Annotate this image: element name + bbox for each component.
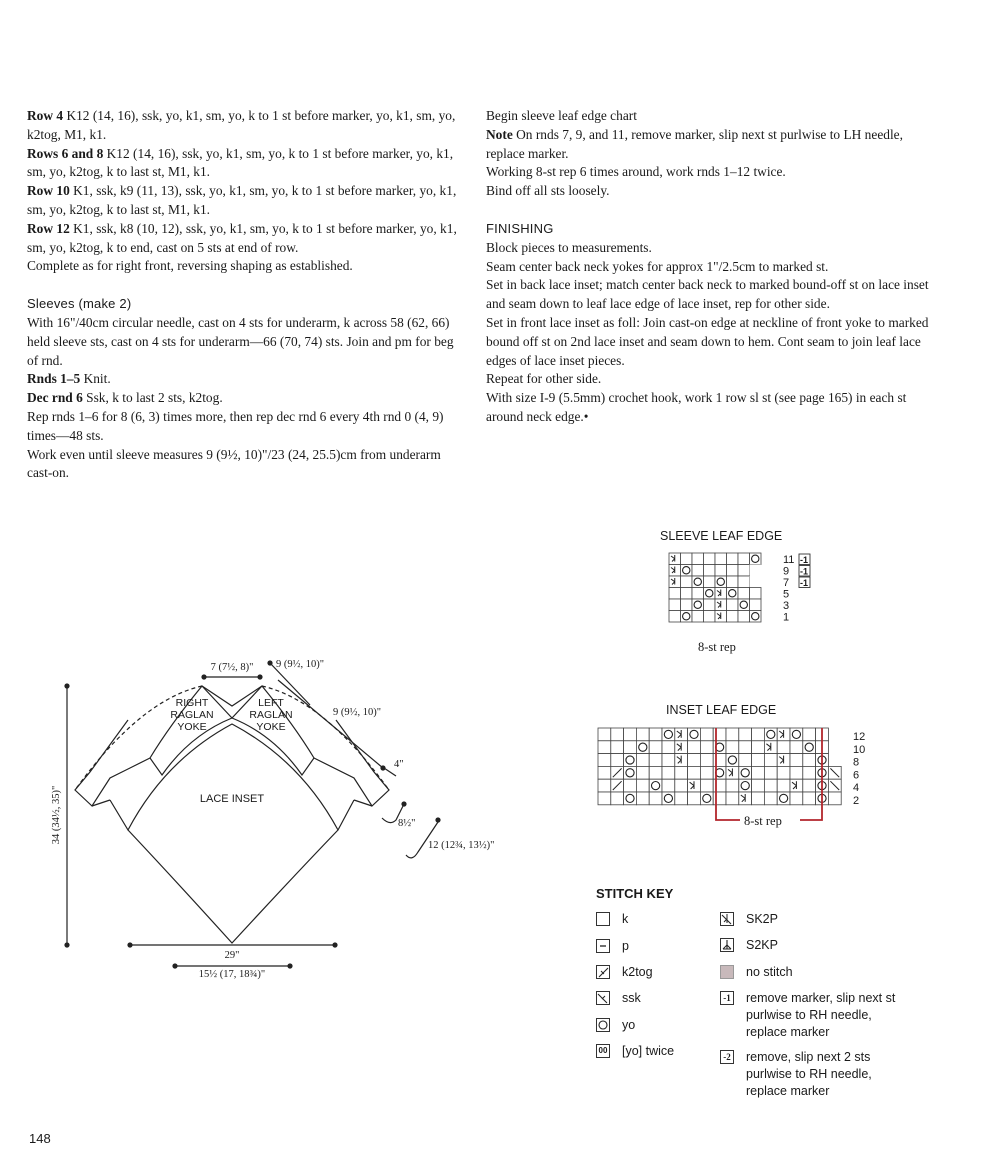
chart-cell [649, 741, 662, 754]
chart-cell [777, 741, 790, 754]
cuff-length-label: 4" [394, 759, 404, 770]
chart-cell [669, 588, 681, 600]
chart-cell [669, 599, 681, 611]
page-number: 148 [29, 1131, 51, 1146]
chart-cell [738, 565, 750, 577]
chart-cell [803, 766, 816, 779]
chart-cell [649, 728, 662, 741]
inset-row-number: 10 [853, 743, 866, 756]
cuff-dimension-label: 8½" [398, 818, 416, 829]
chart-cell [790, 766, 803, 779]
chart-cell [727, 599, 739, 611]
rows-6-8-instruction: Rows 6 and 8 K12 (14, 16), ssk, yo, k1, sm, yo, k to 1 st before marker, yo, k1, sm, yo, k2tog, k to last st, M1, k1. [27, 145, 454, 180]
chart-cell [704, 565, 716, 577]
working-instruction: Working 8-st rep 6 times around, work rnds 1–12 twice. [486, 164, 786, 180]
chart-cell [700, 728, 713, 741]
chart-cell [598, 728, 611, 741]
inset-row-number: 6 [853, 769, 860, 782]
chart-cell [704, 553, 716, 565]
row-10-instruction: Row 10 K1, ssk, k9 (11, 13), ssk, yo, k1, sm, yo, k to 1 st before marker, yo, k1, sm, yo, k2tog, k to last st, M1, k1. [27, 183, 457, 217]
key-item-yo: yo [596, 1017, 635, 1034]
inset-row-number: 12 [853, 731, 866, 743]
right-raglan-yoke-outline [150, 686, 232, 775]
chart-cell [636, 792, 649, 805]
chart-cell [764, 792, 777, 805]
chart-cell [752, 741, 765, 754]
inset-row-number: 2 [853, 795, 860, 807]
stitch-key-title: STITCH KEY [596, 886, 674, 901]
chart-cell [752, 766, 765, 779]
chart-cell [727, 576, 739, 588]
repeat-instruction: Repeat for other side. [486, 371, 602, 387]
chart-cell [738, 588, 750, 600]
chart-cell [738, 576, 750, 588]
sleeve-row-number: 11 [783, 554, 795, 566]
chart-cell [726, 792, 739, 805]
right-sleeve-body-edge [110, 800, 128, 830]
chart-cell [752, 728, 765, 741]
rnds-1-5-instruction: Rnds 1–5 Knit. [27, 371, 111, 387]
inset-rep-label: 8-st rep [744, 814, 782, 828]
left-yoke-label-1: LEFT [258, 697, 284, 709]
shoulder-dimension-line [270, 663, 310, 705]
cuff-dimension-curve [382, 804, 404, 823]
chart-cell [704, 599, 716, 611]
key-item-no-stitch: no stitch [720, 964, 793, 981]
empty-cell [750, 576, 762, 588]
chart-cell [700, 741, 713, 754]
chart-cell [790, 741, 803, 754]
left-sleeve-outline [314, 720, 389, 806]
chart-cell [636, 754, 649, 767]
chart-cell [752, 792, 765, 805]
chart-cell [764, 779, 777, 792]
lace-inset-outline [128, 724, 338, 943]
sleeve-dimension-label: 9 (9½, 10)" [333, 707, 382, 718]
left-sleeve-body-edge [338, 800, 354, 830]
chart-cell [611, 741, 624, 754]
chart-cell [750, 599, 762, 611]
chart-cell [636, 779, 649, 792]
chart-cell [739, 754, 752, 767]
sleeve-row-number: 5 [783, 588, 790, 601]
chart-cell [669, 611, 681, 623]
chart-cell [662, 741, 675, 754]
chart-cell [681, 599, 693, 611]
sk2p-symbol-icon [720, 912, 734, 926]
chart-cell [726, 741, 739, 754]
upperarm-dimension-curve [406, 822, 438, 858]
chart-cell [675, 792, 688, 805]
knit-symbol-icon [596, 912, 610, 926]
chart-cell [692, 553, 704, 565]
chart-cell [598, 792, 611, 805]
row-12-instruction: Row 12 K1, ssk, k8 (10, 12), ssk, yo, k1, sm, yo, k to 1 st before marker, yo, k1, sm, yo, k2tog, k to end, cast on 5 sts at end of row. [27, 220, 457, 255]
chart-cell [700, 779, 713, 792]
remove-marker-label: -1 [800, 578, 809, 588]
chart-cell [649, 792, 662, 805]
remove-marker-label: -1 [800, 566, 809, 577]
chart-cell [715, 553, 727, 565]
chart-cell [681, 553, 693, 565]
chart-cell [688, 792, 701, 805]
chart-cell [803, 779, 816, 792]
chart-cell [636, 728, 649, 741]
inset-row-number: 8 [853, 756, 860, 769]
chart-cell [692, 611, 704, 623]
sleeve-rep-label: 8-st rep [698, 640, 736, 654]
remove-marker-label: -1 [800, 555, 809, 565]
chart-cell [681, 576, 693, 588]
chart-cell [624, 779, 637, 792]
sleeves-heading: Sleeves (make 2) [27, 296, 132, 312]
chart-cell [739, 741, 752, 754]
left-raglan-yoke-outline [232, 686, 314, 775]
seam-instruction: Seam center back neck yokes for approx 1"/2.5cm to marked st. [486, 258, 829, 274]
remove-marker-2-symbol-icon: -2 [720, 1050, 734, 1064]
chart-cell [662, 766, 675, 779]
k2tog-symbol-icon [596, 965, 610, 979]
chart-cell [692, 565, 704, 577]
chart-cell [790, 754, 803, 767]
row-4-instruction: Row 4 K12 (14, 16), ssk, yo, k1, sm, yo, k to 1 st before marker, yo, k1, sm, yo, k2tog, M1, k1. [27, 108, 456, 142]
neck-outline [202, 686, 262, 706]
chart-cell [688, 766, 701, 779]
chart-cell [681, 588, 693, 600]
end-mark: • [583, 408, 589, 424]
width-dimension-label: 29" [224, 950, 240, 961]
key-item-k2tog: k2tog [596, 964, 653, 981]
chart-cell [611, 728, 624, 741]
key-item-ssk: ssk [596, 990, 641, 1007]
chart-cell [624, 728, 637, 741]
cuff-length-line [384, 768, 396, 776]
chart-cell [777, 779, 790, 792]
purl-symbol-icon [596, 939, 610, 953]
block-instruction: Block pieces to measurements. [486, 239, 652, 255]
chart-cell [803, 754, 816, 767]
chart-cell [675, 766, 688, 779]
chart-cell [649, 766, 662, 779]
sleeve-row-number: 3 [783, 600, 790, 612]
chart-cell [688, 741, 701, 754]
chart-cell [598, 741, 611, 754]
finishing-heading: FINISHING [486, 220, 554, 236]
chart-cell [790, 792, 803, 805]
chart-cell [726, 779, 739, 792]
chart-cell [636, 766, 649, 779]
no-stitch-symbol-icon [720, 965, 734, 979]
key-item-k: k [596, 911, 628, 928]
sleeve-chart-grid [669, 553, 761, 622]
sleeve-dimension-line [278, 680, 383, 768]
sleeve-row-number: 1 [783, 611, 790, 624]
left-text-column [27, 107, 467, 483]
chart-cell [803, 728, 816, 741]
chart-cell [738, 611, 750, 623]
chart-cell [662, 779, 675, 792]
sleeves-cast-on-instruction: With 16"/40cm circular needle, cast on 4 sts for underarm, k across 58 (62, 66) held sleeve sts, cast on 4 sts for underarm—66 (70, 74) sts. Join and pm for beg of rnd. [27, 314, 454, 368]
chart-cell [704, 576, 716, 588]
sleeve-leaf-edge-chart [655, 527, 855, 657]
s2kp-symbol-icon [720, 938, 734, 952]
inset-leaf-edge-chart [592, 700, 892, 835]
key-item-p: p [596, 938, 629, 955]
half-width-dimension-label: 15½ (17, 18¾)" [198, 969, 266, 980]
chart-cell [764, 754, 777, 767]
right-yoke-label-1: RIGHT [175, 697, 209, 709]
set-back-instruction: Set in back lace inset; match center back neck to marked bound-off st on lace inset and seam down to leaf lace edge of lace inset, rep for other side. [486, 277, 929, 312]
right-sleeve-outline [75, 720, 150, 806]
right-yoke-label-2: RAGLAN [170, 709, 214, 721]
chart-cell [704, 611, 716, 623]
key-item-remove-marker-2: -2 remove, slip next 2 sts purlwise to RH needle, replace marker [720, 1049, 910, 1100]
yo-symbol-icon [596, 1018, 610, 1032]
shoulder-dimension-label: 9 (9½, 10)" [276, 659, 325, 670]
chart-cell [700, 754, 713, 767]
left-yoke-label-2: RAGLAN [249, 709, 293, 721]
right-yoke-label-3: YOKE [177, 721, 207, 733]
chart-cell [738, 553, 750, 565]
key-item-remove-marker-1: -1 remove marker, slip next st purlwise to RH needle, replace marker [720, 990, 910, 1041]
chart-cell [715, 565, 727, 577]
note-instruction: Note On rnds 7, 9, and 11, remove marker, slip next st purlwise to LH needle, replace marker. [486, 126, 903, 161]
chart-cell [828, 792, 841, 805]
chart-cell [692, 588, 704, 600]
complete-instruction: Complete as for right front, reversing shaping as established. [27, 258, 353, 274]
remove-marker-1-symbol-icon: -1 [720, 991, 734, 1005]
chart-cell [739, 728, 752, 741]
set-front-instruction: Set in front lace inset as foll: Join cast-on edge at neckline of front yoke to marked bound off st on 2nd lace inset and seam down to hem. Cont seam to join leaf lace edges of lace inset pieces. [486, 314, 929, 368]
chart-cell [777, 766, 790, 779]
upperarm-dimension-label: 12 (12¾, 13½)" [428, 840, 495, 851]
right-sleeve-top-dashed [75, 686, 202, 790]
dec-rnd-instruction: Dec rnd 6 Ssk, k to last 2 sts, k2tog. [27, 390, 223, 406]
empty-cell [750, 565, 762, 577]
chart-cell [700, 766, 713, 779]
bind-off-instruction: Bind off all sts loosely. [486, 183, 610, 199]
chart-cell [598, 754, 611, 767]
chart-cell [752, 779, 765, 792]
length-dimension-label: 34 (34½, 35)" [51, 785, 62, 845]
rep-rnds-instruction: Rep rnds 1–6 for 8 (6, 3) times more, then rep dec rnd 6 every 4th rnd 0 (4, 9) times—48 sts. [27, 408, 444, 443]
begin-chart-instruction: Begin sleeve leaf edge chart [486, 108, 637, 123]
chart-cell [750, 588, 762, 600]
chart-cell [727, 565, 739, 577]
left-cuff-line [354, 800, 372, 806]
chart-cell [611, 754, 624, 767]
right-text-column [486, 107, 931, 427]
yo-twice-symbol-icon: 00 [596, 1044, 610, 1058]
chart-cell [624, 741, 637, 754]
right-cuff-line [92, 800, 110, 806]
left-sleeve-top-dashed [262, 686, 389, 790]
chart-cell [662, 754, 675, 767]
chart-cell [727, 553, 739, 565]
chart-cell [598, 779, 611, 792]
key-item-yo-twice: 00 [yo] twice [596, 1043, 674, 1060]
chart-cell [688, 754, 701, 767]
work-even-instruction: Work even until sleeve measures 9 (9½, 10)"/23 (24, 25.5)cm from underarm cast-on. [27, 446, 441, 481]
sleeve-row-number: 9 [783, 565, 790, 578]
inset-chart-title: INSET LEAF EDGE [666, 703, 777, 717]
chart-cell [727, 611, 739, 623]
crochet-instruction: With size I-9 (5.5mm) crochet hook, work 1 row sl st (see page 165) in each st around neck edge.• [486, 390, 907, 424]
left-yoke-label-3: YOKE [256, 721, 286, 733]
chart-cell [611, 792, 624, 805]
inset-chart-grid [598, 728, 841, 805]
inset-row-number: 4 [853, 782, 860, 795]
chart-cell [764, 766, 777, 779]
chart-cell [752, 754, 765, 767]
chart-cell [803, 792, 816, 805]
chart-cell [675, 779, 688, 792]
sleeve-row-number: 7 [783, 577, 790, 589]
key-item-sk2p: SK2P [720, 911, 778, 928]
key-item-s2kp: S2KP [720, 937, 778, 954]
sleeve-chart-title: SLEEVE LEAF EDGE [660, 529, 783, 543]
chart-cell [649, 754, 662, 767]
chart-cell [726, 728, 739, 741]
ssk-symbol-icon [596, 991, 610, 1005]
lace-inset-label: LACE INSET [199, 793, 265, 805]
chart-cell [598, 766, 611, 779]
neck-dimension-label: 7 (7½, 8)" [210, 662, 254, 673]
